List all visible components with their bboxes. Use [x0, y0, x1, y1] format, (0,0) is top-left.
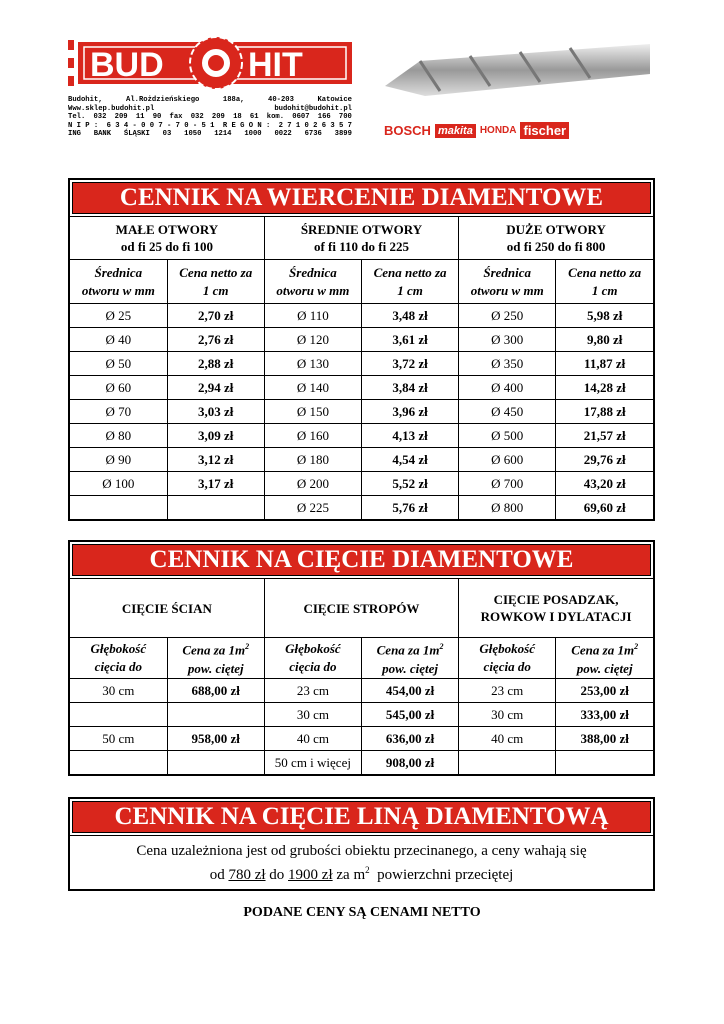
price-cell: 3,84 zł [361, 376, 458, 400]
price-cell: 636,00 zł [361, 727, 458, 751]
diameter-cell: Ø 200 [264, 472, 361, 496]
price-cell: 29,76 zł [556, 448, 653, 472]
diameter-cell: Ø 500 [459, 424, 556, 448]
diameter-cell: Ø 70 [70, 400, 167, 424]
price-cell: 69,60 zł [556, 496, 653, 520]
diameter-cell: Ø 150 [264, 400, 361, 424]
price-cell: 3,03 zł [167, 400, 264, 424]
diameter-cell: Ø 160 [264, 424, 361, 448]
price-cell: 11,87 zł [556, 352, 653, 376]
depth-cell [459, 751, 556, 775]
brand-logos [384, 122, 569, 139]
makita-logo: makita [435, 124, 476, 138]
drilling-price-table [68, 178, 655, 521]
price-cell [167, 496, 264, 520]
price-cell: 545,00 zł [361, 703, 458, 727]
price-cell: 3,48 zł [361, 304, 458, 328]
col-price: Cena netto za 1 cm [556, 260, 653, 304]
diameter-cell: Ø 40 [70, 328, 167, 352]
fischer-logo: fischer [520, 122, 569, 139]
price-cell: 253,00 zł [556, 679, 653, 703]
diameter-cell: Ø 110 [264, 304, 361, 328]
depth-cell: 23 cm [264, 679, 361, 703]
price-cell: 9,80 zł [556, 328, 653, 352]
diameter-cell: Ø 300 [459, 328, 556, 352]
diameter-cell: Ø 120 [264, 328, 361, 352]
price-cell: 3,61 zł [361, 328, 458, 352]
diameter-cell: Ø 50 [70, 352, 167, 376]
table-row [70, 751, 653, 775]
address-line: Www.sklep.budohit.pl budohit@budohit.pl [68, 104, 352, 113]
price-cell: 908,00 zł [361, 751, 458, 775]
col-depth: Głębokość cięcia do [459, 638, 556, 679]
depth-cell: 40 cm [264, 727, 361, 751]
col-price: Cena za $1m^2$ pow. ciętej [556, 638, 653, 679]
price-cell: 3,96 zł [361, 400, 458, 424]
price-cell: 2,76 zł [167, 328, 264, 352]
depth-cell [70, 703, 167, 727]
wire-cutting-section [68, 797, 655, 891]
depth-cell: 30 cm [264, 703, 361, 727]
col-diameter: Średnica otworu w mm [264, 260, 361, 304]
col-price: Cena netto za 1 cm [167, 260, 264, 304]
col-diameter: Średnica otworu w mm [459, 260, 556, 304]
price-cell: 14,28 zł [556, 376, 653, 400]
col-price: Cena za $1m^2$ pow. ciętej [167, 638, 264, 679]
price-cell: 17,88 zł [556, 400, 653, 424]
diameter-cell: Ø 80 [70, 424, 167, 448]
address-line: Budohit, Al.Rożdzieńskiego 188a, 40-203 Katowice [68, 96, 352, 104]
diameter-cell: Ø 600 [459, 448, 556, 472]
depth-cell: 23 cm [459, 679, 556, 703]
address-line: Tel. 032 209 11 90 fax 032 209 18 61 kom. 0607 166 700 [68, 113, 352, 122]
price-cell: 4,13 zł [361, 424, 458, 448]
price-cell: 388,00 zł [556, 727, 653, 751]
diameter-cell: Ø 90 [70, 448, 167, 472]
table-row [70, 304, 653, 328]
price-cell: 21,57 zł [556, 424, 653, 448]
price-cell: 5,98 zł [556, 304, 653, 328]
depth-cell: 30 cm [70, 679, 167, 703]
price-cell: 3,09 zł [167, 424, 264, 448]
table-row [70, 472, 653, 496]
bosch-logo: BOSCH [384, 123, 431, 138]
company-address [68, 96, 352, 139]
table-row [70, 400, 653, 424]
diameter-cell: Ø 25 [70, 304, 167, 328]
group-header: MAŁE OTWORY od fi 25 do fi 100 [70, 217, 264, 260]
price-cell: 688,00 zł [167, 679, 264, 703]
honda-logo: HONDA [479, 125, 517, 136]
cutting-price-table [68, 540, 655, 776]
diameter-cell: Ø 140 [264, 376, 361, 400]
svg-text:BUD: BUD [90, 46, 164, 84]
diameter-cell: Ø 130 [264, 352, 361, 376]
depth-cell: 50 cm i więcej [264, 751, 361, 775]
group-header: ŚREDNIE OTWORY of fi 110 do fi 225 [264, 217, 458, 260]
col-depth: Głębokość cięcia do [70, 638, 167, 679]
price-cell [556, 751, 653, 775]
price-cell: 454,00 zł [361, 679, 458, 703]
table-row [70, 496, 653, 520]
col-price: Cena za $1m^2$ pow. ciętej [361, 638, 458, 679]
diameter-cell: Ø 250 [459, 304, 556, 328]
price-cell [167, 751, 264, 775]
price-cell: 3,12 zł [167, 448, 264, 472]
price-cell: 4,54 zł [361, 448, 458, 472]
group-header: CIĘCIE ŚCIAN [70, 579, 264, 638]
max-price: 1900 zł [288, 867, 333, 883]
table-row [70, 328, 653, 352]
diameter-cell: Ø 100 [70, 472, 167, 496]
col-depth: Głębokość cięcia do [264, 638, 361, 679]
depth-cell [70, 751, 167, 775]
price-cell [167, 703, 264, 727]
diameter-cell: Ø 180 [264, 448, 361, 472]
net-prices-note: PODANE CENY SĄ CENAMI NETTO [243, 905, 481, 920]
price-cell: 5,52 zł [361, 472, 458, 496]
table-row [70, 424, 653, 448]
price-cell: 5,76 zł [361, 496, 458, 520]
diameter-cell: Ø 350 [459, 352, 556, 376]
price-cell: 43,20 zł [556, 472, 653, 496]
group-header: CIĘCIE POSADZAK, ROWKOW I DYLATACJI [459, 579, 653, 638]
diameter-cell: Ø 60 [70, 376, 167, 400]
price-cell: 958,00 zł [167, 727, 264, 751]
table-row [70, 352, 653, 376]
depth-cell: 40 cm [459, 727, 556, 751]
table-row [70, 679, 653, 703]
diameter-cell: Ø 400 [459, 376, 556, 400]
table-row [70, 448, 653, 472]
budohit-logo [68, 36, 352, 90]
price-cell: 3,72 zł [361, 352, 458, 376]
cutting-title: CENNIK NA CIĘCIE DIAMENTOWE [72, 544, 651, 576]
group-header: CIĘCIE STROPÓW [264, 579, 458, 638]
col-diameter: Średnica otworu w mm [70, 260, 167, 304]
diameter-cell: Ø 450 [459, 400, 556, 424]
price-cell: 2,94 zł [167, 376, 264, 400]
address-line: N I P : 6 3 4 - 0 0 7 - 7 0 - 5 1 R E G O N : 2 7 1 0 2 6 3 5 7 [68, 121, 352, 130]
price-cell: 2,88 zł [167, 352, 264, 376]
table-row [70, 727, 653, 751]
diameter-cell: Ø 700 [459, 472, 556, 496]
min-price: 780 zł [228, 867, 266, 883]
price-cell: 2,70 zł [167, 304, 264, 328]
col-price: Cena netto za 1 cm [361, 260, 458, 304]
diameter-cell: Ø 800 [459, 496, 556, 520]
group-header: DUŻE OTWORY od fi 250 do fi 800 [459, 217, 653, 260]
diameter-cell: Ø 225 [264, 496, 361, 520]
price-cell: 3,17 zł [167, 472, 264, 496]
wire-price-note: Cena uzależniona jest od grubości obiektu przecinanego, a ceny wahają się od 780 zł do 1900 zł za $m^2$ powierzchni przeciętej [70, 835, 653, 889]
address-line: ING BANK ŚLĄSKI 03 1050 1214 1000 0022 6736 3899 [68, 130, 352, 139]
svg-text:HIT: HIT [248, 46, 303, 84]
diameter-cell [70, 496, 167, 520]
price-cell: 333,00 zł [556, 703, 653, 727]
table-row [70, 703, 653, 727]
depth-cell: 30 cm [459, 703, 556, 727]
table-row [70, 376, 653, 400]
drill-bit-image [380, 36, 650, 116]
wire-title: CENNIK NA CIĘCIE LINĄ DIAMENTOWĄ [72, 801, 651, 833]
drilling-title: CENNIK NA WIERCENIE DIAMENTOWE [72, 182, 651, 214]
depth-cell: 50 cm [70, 727, 167, 751]
